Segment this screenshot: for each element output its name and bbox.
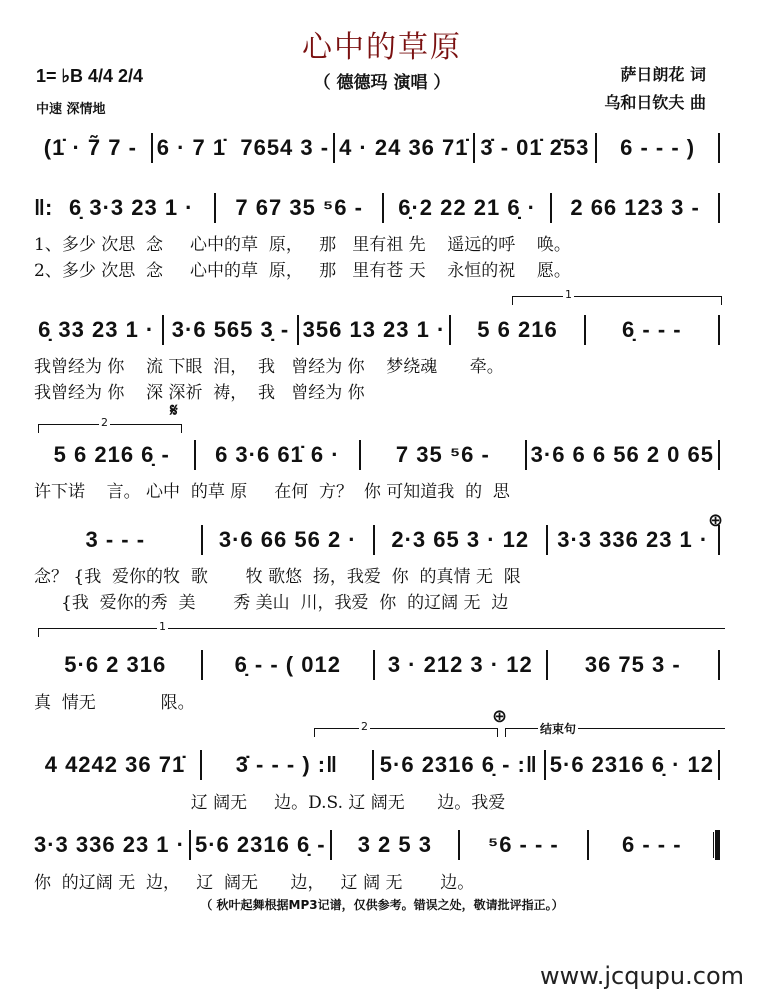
- bar-line: [297, 315, 299, 345]
- volta-label: 1: [159, 620, 166, 633]
- staff-system: [34, 525, 724, 555]
- song-title: 心中的草原: [302, 30, 462, 65]
- measure: 3̇ - - - ) :‖: [235, 752, 339, 777]
- volta-1: [512, 288, 722, 305]
- bar-line: [162, 315, 164, 345]
- measure: 356 13 23 1 ·: [302, 317, 446, 342]
- ending-phrase: [505, 722, 725, 737]
- bar-line: [151, 133, 153, 163]
- measure: 7 35 ⁵6 -: [395, 442, 490, 467]
- measure: 4 · 24 36 71̇: [339, 135, 469, 160]
- volta-label: 2: [361, 720, 368, 733]
- measure: 6 - - - ): [620, 135, 696, 160]
- lyric-line: {我 爱你的秀 美 秀 美山 川，我爱 你 的辽阔 无 边: [34, 593, 509, 613]
- bar-line: [525, 440, 527, 470]
- measure: 6̣ 33 23 1 ·: [38, 317, 155, 342]
- measure: 3·6 6 6 56 2 0 65: [530, 442, 714, 467]
- measure: 3·6 66 56 2 ·: [218, 527, 357, 552]
- lyricist-credit: 萨日朗花 词: [620, 65, 706, 84]
- singer-credit: （ 德德玛 演唱 ）: [313, 73, 451, 93]
- bar-line: [546, 650, 548, 680]
- staff-system: [34, 440, 724, 470]
- final-bar-line: [718, 440, 720, 470]
- bar-line: [333, 133, 335, 163]
- staff-system: [34, 133, 724, 163]
- measure: 6̣ - - ( 012: [234, 652, 341, 677]
- footnote: （ 秋叶起舞根据MP3记谱，仅供参考。错误之处，敬请批评指正。）: [200, 898, 564, 912]
- repeat-start: ‖:: [34, 195, 53, 220]
- volta-label: 1: [565, 288, 572, 301]
- measure: 3·3 336 23 1 ·: [34, 832, 185, 857]
- final-bar-line: [718, 193, 720, 223]
- bar-line: [473, 133, 475, 163]
- bar-line: [587, 830, 589, 860]
- measure: ⁵6 - - -: [487, 832, 559, 857]
- measure: 6 3·6 61̇ 6 ·: [215, 442, 340, 467]
- final-bar-line: [715, 830, 720, 860]
- measure: 5·6 2 316: [64, 652, 167, 677]
- measure: 3 · 212 3 · 12: [387, 652, 533, 677]
- lyric-line: 念？ {我 爱你的牧 歌 牧 歌悠 扬，我爱 你 的真情 无 限: [34, 567, 521, 587]
- bar-line: [546, 525, 548, 555]
- segno-icon: 𝄋: [170, 400, 178, 421]
- coda-icon: ⊕: [492, 706, 508, 727]
- measure: 3·6 565 3̣ -: [171, 317, 290, 342]
- bar-line: [595, 133, 597, 163]
- lyric-line: 我曾经为 你 深 深祈 祷， 我 曾经为 你: [34, 383, 365, 403]
- lyric-line: 1、多少 次思 念 心中的草 原， 那 里有祖 先 遥远的呼 唤。: [34, 235, 571, 255]
- measure: 4 4242 36 71̇: [44, 752, 186, 777]
- staff-system: [34, 830, 724, 860]
- volta-2: [38, 416, 182, 433]
- measure: 6̣ - - -: [622, 317, 682, 342]
- bar-line: [214, 193, 216, 223]
- measure: 5 6 216 6̣ -: [53, 442, 170, 467]
- staff-system: [34, 750, 724, 780]
- final-bar-line: [718, 133, 720, 163]
- measure: 5·6 2316 6̣ · 12: [549, 752, 714, 777]
- measure: 6 · 7 1̇ 7654 3 -: [156, 135, 330, 160]
- bar-line: [449, 315, 451, 345]
- volta-2-second: [314, 720, 498, 737]
- lyric-line: 2、多少 次思 念 心中的草 原， 那 里有苍 天 永恒的祝 愿。: [34, 261, 571, 281]
- bar-line: [194, 440, 196, 470]
- measure: 6̣ 3·3 23 1 ·: [68, 195, 194, 220]
- measure: 2 66 123 3 -: [570, 195, 700, 220]
- key-signature: 1= ♭B 4/4 2/4: [36, 66, 144, 86]
- measure: 3̇ - 01̇ 2̇53: [480, 135, 590, 160]
- bar-line: [584, 315, 586, 345]
- measure: 6̣·2 22 21 6̣ ·: [398, 195, 536, 220]
- bar-line: [373, 650, 375, 680]
- final-bar-line: [718, 650, 720, 680]
- volta-1-second: [38, 620, 725, 637]
- bar-line: [330, 830, 332, 860]
- bar-line: [458, 830, 460, 860]
- measure: 36 75 3 -: [584, 652, 681, 677]
- staff-system: [34, 650, 724, 680]
- tempo-marking: 中速 深情地: [36, 102, 106, 117]
- lyric-line: 你 的辽阔 无 边， 辽 阔无 边， 辽 阔 无 边。: [34, 873, 475, 893]
- measure: (1̇ · 7̃ 7 -: [43, 135, 137, 160]
- composer-credit: 乌和日钦夫 曲: [604, 93, 706, 112]
- staff-system: [34, 193, 724, 223]
- measure: 7 67 35 ⁵6 -: [235, 195, 363, 220]
- bar-line: [382, 193, 384, 223]
- bar-line: [200, 750, 202, 780]
- lyric-line: 许下诺 言。 心中 的草 原 在何 方？ 你 可知道我 的 思: [34, 482, 510, 502]
- bar-line: [372, 750, 374, 780]
- measure: 2·3 65 3 · 12: [391, 527, 530, 552]
- final-bar-line: [718, 750, 720, 780]
- measure: 3 2 5 3: [357, 832, 432, 857]
- staff-system: [34, 315, 724, 345]
- volta-label: 2: [101, 416, 108, 429]
- bar-line: [189, 830, 191, 860]
- measure: 5 6 216: [477, 317, 558, 342]
- measure: 3 - - -: [85, 527, 146, 552]
- measure: 3·3 336 23 1 ·: [557, 527, 709, 552]
- bar-line: [544, 750, 546, 780]
- bar-line: [359, 440, 361, 470]
- measure: 6 - - -: [621, 832, 682, 857]
- bar-line: [201, 525, 203, 555]
- measure: 5·6 2316 6̣ -: [194, 832, 326, 857]
- lyric-line: 真 情无 限。: [34, 693, 195, 713]
- final-bar-line: [718, 315, 720, 345]
- bar-line: [201, 650, 203, 680]
- watermark: www.jcqupu.com: [540, 962, 744, 990]
- lyric-line: 辽 阔无 边。D.S. 辽 阔无 边。我爱: [34, 793, 506, 813]
- measure: 5·6 2316 6̣ - :‖: [379, 752, 538, 777]
- lyric-line: 我曾经为 你 流 下眼 泪， 我 曾经为 你 梦绕魂 牵。: [34, 357, 504, 377]
- bar-line: [373, 525, 375, 555]
- coda-icon: ⊕: [708, 510, 724, 531]
- bar-line: [550, 193, 552, 223]
- ending-label: 结束句: [540, 722, 577, 736]
